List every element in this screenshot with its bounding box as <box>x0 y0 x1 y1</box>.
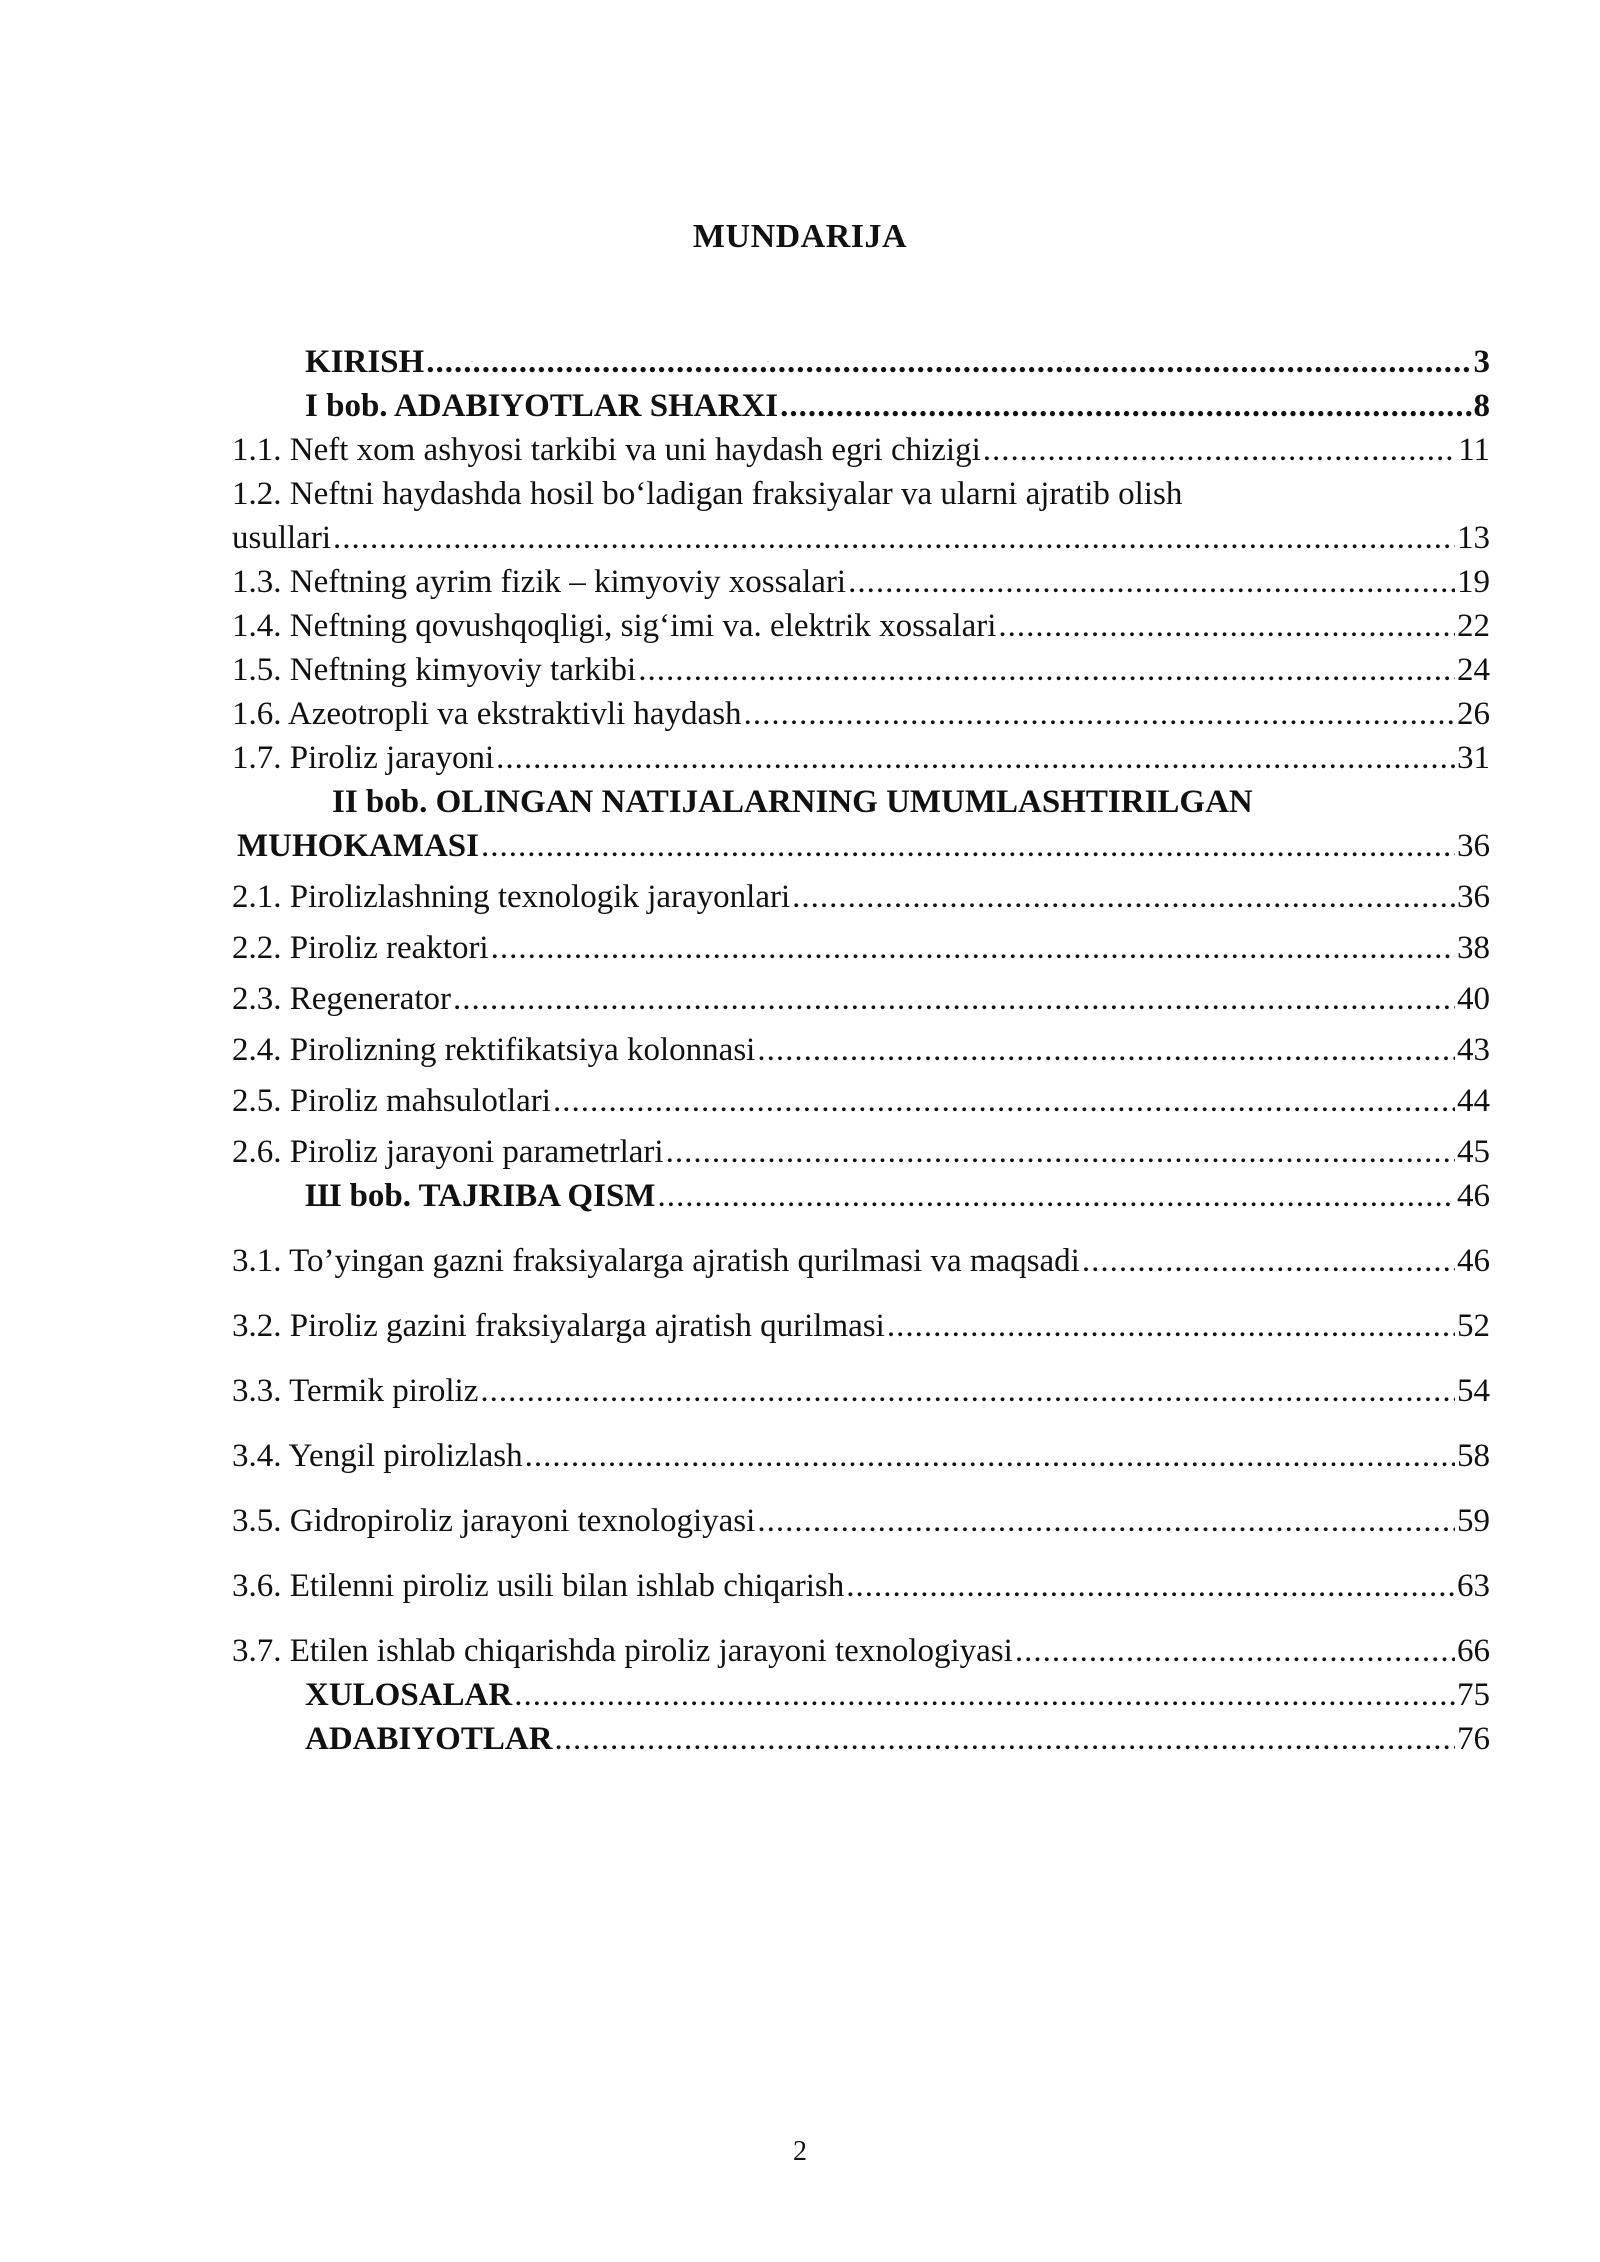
toc-entry-2-6 <box>232 1130 1490 1174</box>
toc-page-number: 19 <box>1457 564 1490 600</box>
toc-leader <box>333 516 1455 560</box>
toc-entry-label: 2.6. Piroliz jarayoni parametrlari <box>232 1134 664 1170</box>
toc-page-number: 46 <box>1457 1178 1490 1214</box>
toc-leader <box>553 1079 1455 1123</box>
toc-leader <box>757 1028 1455 1072</box>
toc-page-number: 8 <box>1473 388 1490 424</box>
toc-leader <box>525 1434 1455 1478</box>
toc-page-number: 31 <box>1457 740 1490 776</box>
toc-leader <box>780 384 1471 428</box>
page-number: 2 <box>793 2136 807 2167</box>
toc-entry-3-4 <box>232 1434 1490 1478</box>
toc-entry-label: 1.1. Neft xom ashyosi tarkibi va uni haydash egri chizigi <box>232 432 981 468</box>
toc-leader <box>514 1673 1455 1717</box>
toc-entry-label: 3.6. Etilenni piroliz usili bilan ishlab chiqarish <box>232 1568 845 1604</box>
toc-page-number: 36 <box>1457 828 1490 864</box>
toc-page-number: 52 <box>1457 1308 1490 1344</box>
toc-page-number: 46 <box>1457 1243 1490 1279</box>
toc-entry-label: 2.2. Piroliz reaktori <box>232 930 489 966</box>
toc-entry-label: 1.5. Neftning kimyoviy tarkibi <box>232 652 637 688</box>
toc-entry-1-2 <box>232 472 1490 560</box>
toc-page-number: 54 <box>1457 1373 1490 1409</box>
toc-entry-3-1 <box>232 1239 1490 1283</box>
toc-leader <box>496 736 1455 780</box>
toc-entry-label: 2.4. Pirolizning rektifikatsiya kolonnasi <box>232 1032 756 1068</box>
toc-entry-1-6 <box>232 692 1490 736</box>
toc-entry-3-2 <box>232 1304 1490 1348</box>
toc-entry-2-1 <box>232 875 1490 919</box>
toc-entry-label: 1.2. Neftni haydashda hosil bo‘ladigan fraksiyalar va ularni ajratib olish <box>232 476 1183 512</box>
toc-page-number: 76 <box>1457 1721 1490 1757</box>
toc-leader <box>887 1304 1455 1348</box>
toc-leader <box>657 1174 1455 1218</box>
toc-entry-label: 1.3. Neftning ayrim fizik – kimyoviy xossalari <box>232 564 847 600</box>
toc-entry-2-5 <box>232 1079 1490 1123</box>
toc-entry-3-6 <box>232 1564 1490 1608</box>
toc-leader <box>998 604 1455 648</box>
toc-leader <box>666 1130 1455 1174</box>
toc-page-number: 63 <box>1457 1568 1490 1604</box>
toc-entry-label: 3.1. To’yingan gazni fraksiyalarga ajratish qurilmasi va maqsadi <box>232 1243 1080 1279</box>
toc-entry-1-5 <box>232 648 1490 692</box>
toc-leader <box>453 977 1455 1021</box>
toc-entry-label: 1.4. Neftning qovushqoqligi, sig‘imi va. elektrik xossalari <box>232 608 997 644</box>
toc-leader <box>846 1564 1455 1608</box>
toc-entry-2-4 <box>232 1028 1490 1072</box>
toc-entry-label: 2.3. Regenerator <box>232 981 451 1017</box>
toc-leader <box>792 875 1455 919</box>
toc-entry-adabiyotlar <box>232 1717 1490 1761</box>
toc-entry-label: 3.7. Etilen ishlab chiqarishda piroliz jarayoni texnologiyasi <box>232 1633 1013 1669</box>
toc-page-number: 75 <box>1457 1677 1490 1713</box>
toc-leader <box>1015 1629 1455 1673</box>
toc-leader <box>491 926 1455 970</box>
toc-leader <box>480 1369 1455 1413</box>
toc-entry-chapter-2 <box>232 780 1490 868</box>
toc-entry-label: I bob. ADABIYOTLAR SHARXI <box>305 388 779 424</box>
toc-page-number: 44 <box>1457 1083 1490 1119</box>
toc-entry-label: 1.7. Piroliz jarayoni <box>232 740 495 776</box>
toc-entry-3-7 <box>232 1629 1490 1673</box>
toc-entry-xulosalar <box>232 1673 1490 1717</box>
toc-entry-label: 2.1. Pirolizlashning texnologik jarayonlari <box>232 879 791 915</box>
toc-leader <box>983 428 1456 472</box>
toc-page-number: 59 <box>1457 1503 1490 1539</box>
toc-leader <box>1082 1239 1455 1283</box>
toc-page-number: 3 <box>1473 344 1490 380</box>
toc-entry-chapter-3 <box>232 1174 1490 1218</box>
toc-page-number: 36 <box>1457 879 1490 915</box>
toc-entry-kirish <box>232 340 1490 384</box>
toc-leader <box>426 340 1471 384</box>
toc-page-number: 40 <box>1457 981 1490 1017</box>
toc-page-number: 22 <box>1457 608 1490 644</box>
toc-entry-2-3 <box>232 977 1490 1021</box>
toc-page-number: 38 <box>1457 930 1490 966</box>
toc-entry-label: 3.2. Piroliz gazini fraksiyalarga ajratish qurilmasi <box>232 1308 885 1344</box>
toc-entry-label: II bob. OLINGAN NATIJALARNING UMUMLASHTIRILGAN <box>332 784 1253 820</box>
toc-entry-label: 3.4. Yengil pirolizlash <box>232 1438 523 1474</box>
table-of-contents <box>232 340 1490 1761</box>
toc-page-number: 26 <box>1457 696 1490 732</box>
toc-entry-1-3 <box>232 560 1490 604</box>
toc-entry-label: ADABIYOTLAR <box>305 1721 553 1757</box>
toc-entry-label: XULOSALAR <box>305 1677 513 1713</box>
toc-page-number: 11 <box>1458 432 1490 468</box>
toc-entry-label: 3.3. Termik piroliz <box>232 1373 479 1409</box>
toc-entry-label: 2.5. Piroliz mahsulotlari <box>232 1083 551 1119</box>
toc-leader <box>481 824 1455 868</box>
toc-entry-chapter-1 <box>232 384 1490 428</box>
toc-entry-label: KIRISH <box>305 344 425 380</box>
toc-entry-label-continued: usullari <box>232 520 331 556</box>
toc-entry-label: 3.5. Gidropiroliz jarayoni texnologiyasi <box>232 1503 756 1539</box>
toc-entry-label: 1.6. Azeotropli va ekstraktivli haydash <box>232 696 742 732</box>
toc-entry-1-7 <box>232 736 1490 780</box>
toc-leader <box>638 648 1455 692</box>
toc-page-number: 13 <box>1457 520 1490 556</box>
toc-entry-1-4 <box>232 604 1490 648</box>
toc-leader <box>757 1499 1455 1543</box>
toc-page-number: 66 <box>1457 1633 1490 1669</box>
page-title: MUNDARIJA <box>692 218 908 255</box>
toc-page-number: 58 <box>1457 1438 1490 1474</box>
toc-page-number: 45 <box>1457 1134 1490 1170</box>
toc-page-number: 43 <box>1457 1032 1490 1068</box>
toc-entry-3-5 <box>232 1499 1490 1543</box>
toc-leader <box>555 1717 1455 1761</box>
toc-leader <box>848 560 1455 604</box>
toc-entry-1-1 <box>232 428 1490 472</box>
toc-entry-2-2 <box>232 926 1490 970</box>
toc-entry-label: Ш bob. TAJRIBA QISM <box>305 1178 656 1214</box>
toc-entry-3-3 <box>232 1369 1490 1413</box>
toc-page-number: 24 <box>1457 652 1490 688</box>
toc-leader <box>744 692 1455 736</box>
toc-entry-label-continued: MUHOKAMASI <box>237 828 479 864</box>
